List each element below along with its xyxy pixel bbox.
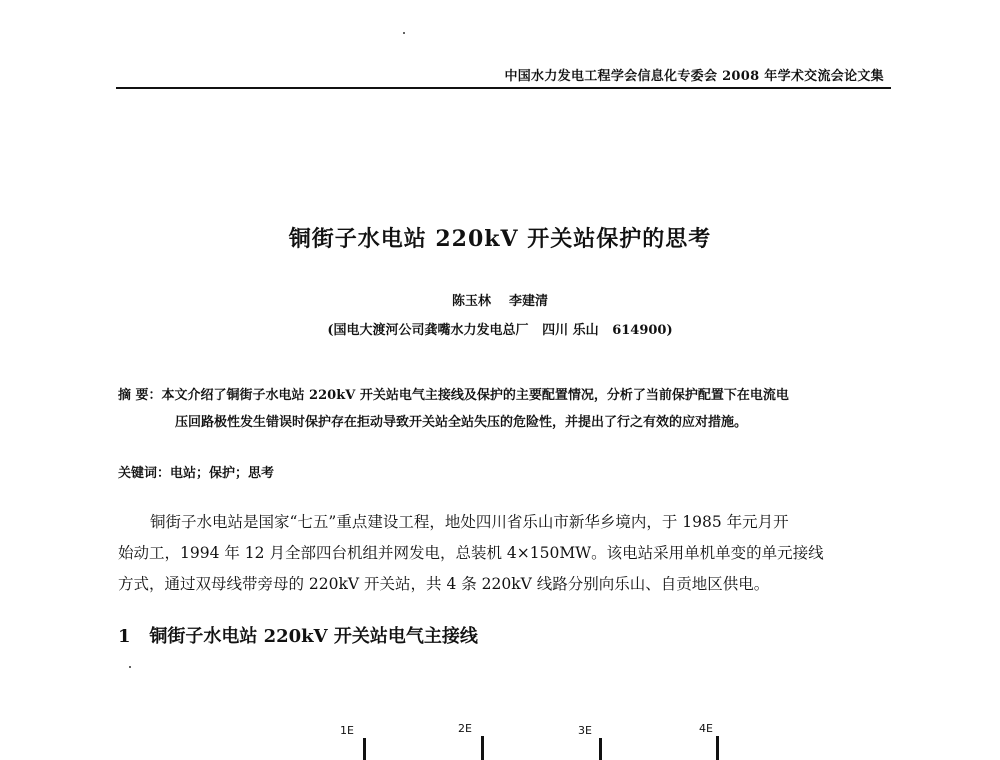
intro-paragraph (118, 507, 898, 600)
intro-line-1: 铜街子水电站是国家“七五”重点建设工程，地处四川省乐山市新华乡境内，于 1985 年元月开 (150, 513, 789, 531)
main-wiring-diagram (0, 700, 1000, 760)
diagram-label-1e: 1E (340, 724, 354, 737)
keywords-text: 电站；保护；思考 (170, 466, 275, 481)
feeder-line-3e (599, 738, 602, 760)
generator-feeder-4e (699, 722, 719, 760)
abstract (118, 382, 896, 436)
section-number: 1 (118, 626, 131, 647)
diagram-label-4e: 4E (699, 722, 713, 735)
keywords (118, 462, 274, 481)
section-heading (118, 622, 478, 648)
feeder-line-2e (481, 736, 484, 760)
generator-feeder-2e (458, 722, 484, 760)
header-rule (116, 87, 891, 89)
paper-title: 铜街子水电站 220kV 开关站保护的思考 (288, 226, 712, 252)
abstract-line-1: 本文介绍了铜街子水电站 220kV 开关站电气主接线及保护的主要配置情况，分析了当前保护配置下在电流电 (161, 388, 789, 403)
abstract-label: 摘 要： (118, 388, 162, 403)
generator-feeder-3e (578, 724, 602, 760)
running-header: 中国水力发电工程学会信息化专委会 2008 年学术交流会论文集 (504, 69, 884, 84)
scan-speck (129, 666, 131, 668)
authors: 陈玉林 李建清 (451, 294, 549, 309)
generator-feeder-1e (340, 724, 366, 760)
diagram-label-3e: 3E (578, 724, 592, 737)
diagram-label-2e: 2E (458, 722, 472, 735)
feeder-line-1e (363, 738, 366, 760)
abstract-line-2: 压回路极性发生错误时保护存在拒动导致开关站全站失压的危险性，并提出了行之有效的应对措施。 (175, 415, 748, 430)
intro-line-2: 始动工，1994 年 12 月全部四台机组并网发电，总装机 4×150MW。该电站采用单机单变的单元接线 (118, 544, 824, 562)
feeder-line-4e (716, 736, 719, 760)
scan-speck (403, 32, 405, 34)
section-title: 铜街子水电站 220kV 开关站电气主接线 (149, 626, 478, 647)
affiliation: (国电大渡河公司龚嘴水力发电总厂 四川 乐山 614900) (327, 323, 673, 338)
intro-line-3: 方式，通过双母线带旁母的 220kV 开关站，共 4 条 220kV 线路分别向乐山、自贡地区供电。 (118, 575, 770, 593)
keywords-label: 关键词： (118, 466, 171, 481)
